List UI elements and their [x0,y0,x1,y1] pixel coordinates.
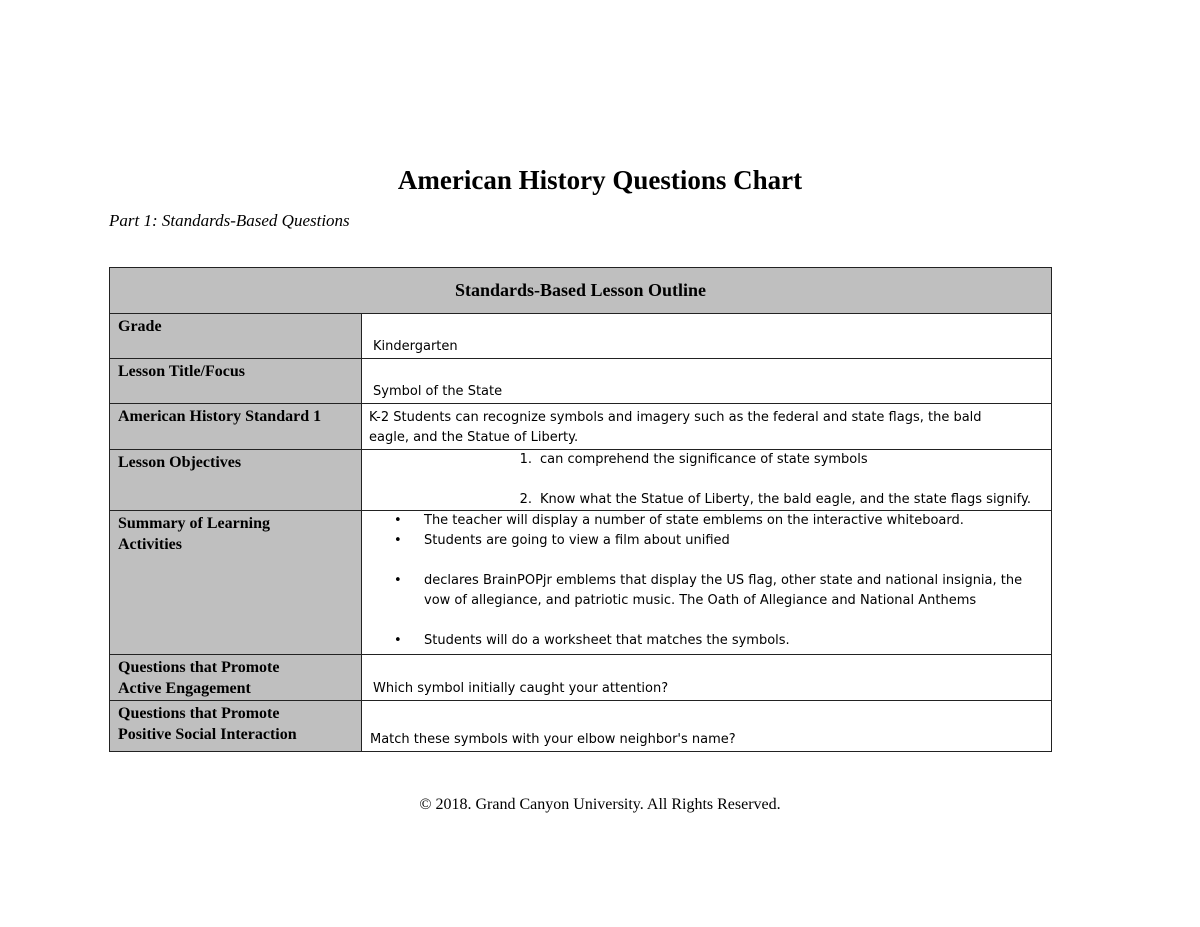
objectives-label: Lesson Objectives [118,454,242,471]
standard-label: American History Standard 1 [118,408,322,425]
table-row-activities [110,511,1052,655]
engagement-label-cell [110,655,362,701]
bullet-icon: • [394,633,402,648]
standard-label-cell [110,404,362,450]
activities-value-cell [362,511,1052,655]
activities-list [362,511,1051,651]
part-heading: Part 1: Standards-Based Questions [109,211,350,230]
lesson-outline-table [109,267,1052,752]
table-header-row [110,268,1052,314]
standard-value: K-2 Students can recognize symbols and imagery such as the federal and state flags, the bald eagle, and the Statue of Liberty. [369,410,982,445]
table-header: Standards-Based Lesson Outline [110,268,1052,314]
objective-number: 2. [519,492,532,507]
list-item: • declares BrainPOPjr emblems that display the US flag, other state and national insignia, the vow of allegiance, and patriotic music. The Oath of Allegiance and National Anthems [394,573,1023,608]
table-row-standard [110,404,1052,450]
activities-label: Summary of Learning Activities [118,515,270,553]
objective-number: 1. [519,452,532,467]
objective-text: Know what the Statue of Liberty, the bald eagle, and the state flags signify. [540,492,1031,507]
table-row-grade [110,314,1052,359]
table-row-social [110,701,1052,752]
activities-label-cell [110,511,362,655]
table-row-objectives [110,450,1052,511]
grade-label: Grade [118,318,162,335]
list-item: • Students are going to view a film about unified [362,531,1051,551]
objective-item [362,450,1051,470]
objectives-value-cell [362,450,1052,511]
lesson-title-label-cell [110,359,362,404]
social-label-cell [110,701,362,752]
engagement-value-cell [362,655,1052,701]
social-label: Questions that Promote Positive Social Interaction [118,705,297,743]
lesson-title-value-cell [362,359,1052,404]
bullet-icon: • [394,533,402,548]
table-row-engagement [110,655,1052,701]
objectives-label-cell [110,450,362,511]
standard-value-cell [362,404,1052,450]
bullet-icon: • [394,513,402,528]
lesson-title-value: Symbol of the State [373,384,503,399]
grade-value: Kindergarten [373,339,458,354]
table-row-lesson-title [110,359,1052,404]
bullet-icon: • [394,573,402,588]
engagement-value: Which symbol initially caught your attention? [373,681,669,696]
list-item: • The teacher will display a number of state emblems on the interactive whiteboard. [362,511,1051,531]
social-value-cell [362,701,1052,752]
list-item: • Students will do a worksheet that matches the symbols. [362,631,1051,651]
copyright-footer: © 2018. Grand Canyon University. All Rights Reserved. [419,796,781,813]
grade-value-cell [362,314,1052,359]
engagement-label: Questions that Promote Active Engagement [118,659,280,697]
social-value: Match these symbols with your elbow neighbor's name? [370,732,736,747]
grade-label-cell [110,314,362,359]
document-title: American History Questions Chart [397,165,803,195]
lesson-title-label: Lesson Title/Focus [118,363,245,380]
objective-item [362,490,1051,510]
objective-text: can comprehend the significance of state symbols [540,452,868,467]
